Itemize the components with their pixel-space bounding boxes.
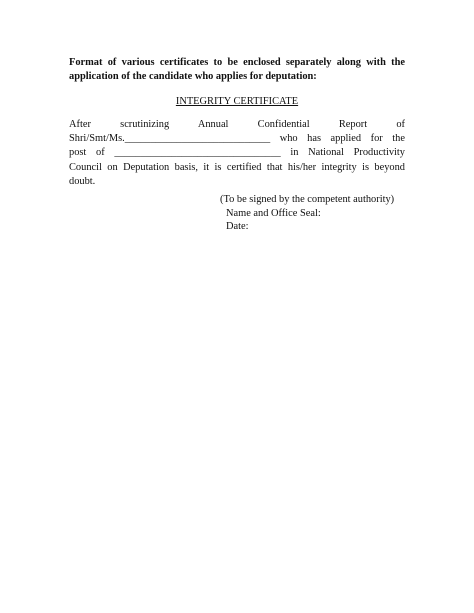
paragraph-line-2: Shri/Smt/Ms.____________________________ who has applied for the: [69, 133, 405, 145]
signature-block: [220, 193, 410, 234]
name-and-seal-label: Name and Office Seal:: [226, 207, 321, 219]
signed-by-note: (To be signed by the competent authority): [220, 194, 395, 205]
document-heading: [69, 56, 405, 83]
heading-line-2: application of the candidate who applies for deputation:: [69, 70, 317, 82]
certificate-paragraph: [69, 118, 405, 189]
paragraph-line-4: Council on Deputation basis, it is certified that his/her integrity is beyond: [69, 161, 405, 173]
heading-line-1: Format of various certificates to be enclosed separately along with the: [69, 57, 405, 68]
paragraph-line-1: After scrutinizing Annual Confidential Report of: [69, 119, 405, 130]
paragraph-line-5: doubt.: [69, 175, 96, 187]
paragraph-line-3: post of ________________________________ in National Productivity: [69, 147, 405, 159]
certificate-title: INTEGRITY CERTIFICATE: [175, 96, 299, 107]
date-label: Date:: [226, 221, 249, 232]
